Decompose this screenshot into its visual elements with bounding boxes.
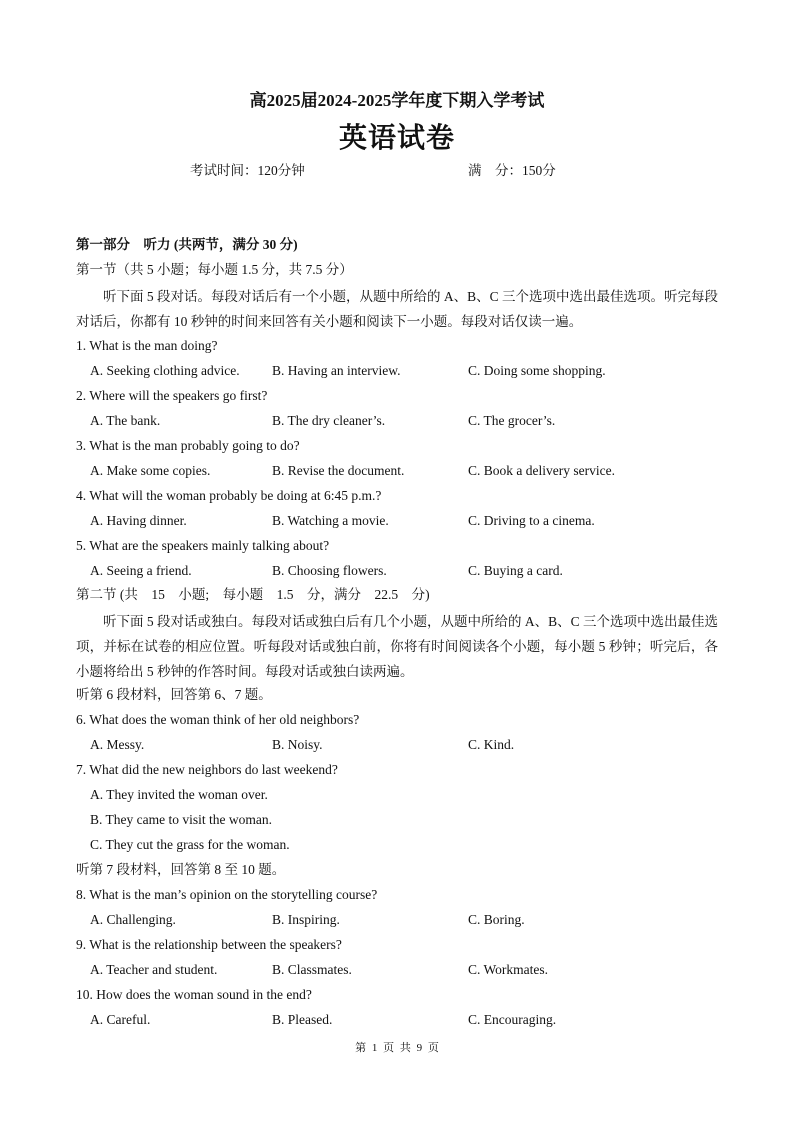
question-5-option-c: C. Buying a card. bbox=[468, 563, 563, 578]
question-6-option-b: B. Noisy. bbox=[272, 737, 323, 752]
question-7-option-c: C. They cut the grass for the woman. bbox=[90, 837, 290, 852]
question-8: 8. What is the man’s opinion on the storytelling course? bbox=[76, 887, 378, 902]
question-4-option-b: B. Watching a movie. bbox=[272, 513, 389, 528]
section2-heading: 第二节 (共 15 小题; 每小题 1.5 分，满分 22.5 分) bbox=[76, 587, 430, 602]
question-9-option-c: C. Workmates. bbox=[468, 962, 549, 977]
section1-instructions: 听下面 5 段对话。每段对话后有一个小题，从题中所给的 A、B、C 三个选项中选出最佳选项。听完每段对话后，你都有 10 秒钟的时间来回答有关小题和阅读下一小题。每段对话仅读一遍。 bbox=[76, 289, 719, 329]
question-2-option-b: B. The dry cleaner’s. bbox=[272, 413, 386, 428]
question-6-option-a: A. Messy. bbox=[90, 737, 145, 752]
question-3-option-a: A. Make some copies. bbox=[90, 463, 211, 478]
material-7-instruction: 听第 7 段材料，回答第 8 至 10 题。 bbox=[76, 862, 286, 877]
question-2: 2. Where will the speakers go first? bbox=[76, 388, 268, 403]
subject-title: 英语试卷 bbox=[338, 123, 455, 154]
part1-heading: 第一部分 听力 (共两节，满分 30 分) bbox=[76, 237, 298, 252]
question-1-option-a: A. Seeking clothing advice. bbox=[90, 363, 240, 378]
question-8-option-c: C. Boring. bbox=[468, 912, 525, 927]
question-4-option-a: A. Having dinner. bbox=[90, 513, 187, 528]
question-1: 1. What is the man doing? bbox=[76, 338, 218, 353]
question-5-option-b: B. Choosing flowers. bbox=[272, 563, 387, 578]
question-10-option-b: B. Pleased. bbox=[272, 1012, 333, 1027]
question-9: 9. What is the relationship between the speakers? bbox=[76, 937, 342, 952]
question-2-option-c: C. The grocer’s. bbox=[468, 413, 556, 428]
question-5-option-a: A. Seeing a friend. bbox=[90, 563, 192, 578]
question-8-option-a: A. Challenging. bbox=[90, 912, 176, 927]
question-10-option-a: A. Careful. bbox=[90, 1012, 151, 1027]
question-1-option-c: C. Doing some shopping. bbox=[468, 363, 606, 378]
question-6-option-c: C. Kind. bbox=[468, 737, 515, 752]
question-10-option-c: C. Encouraging. bbox=[468, 1012, 557, 1027]
section1-heading: 第一节（共 5 小题；每小题 1.5 分，共 7.5 分） bbox=[76, 262, 353, 277]
question-4-option-c: C. Driving to a cinema. bbox=[468, 513, 595, 528]
question-3: 3. What is the man probably going to do? bbox=[76, 438, 300, 453]
material-6-instruction: 听第 6 段材料，回答第 6、7 题。 bbox=[76, 687, 272, 702]
question-1-option-b: B. Having an interview. bbox=[272, 363, 401, 378]
question-4: 4. What will the woman probably be doing at 6:45 p.m.? bbox=[76, 488, 382, 503]
question-10: 10. How does the woman sound in the end? bbox=[76, 987, 312, 1002]
question-5: 5. What are the speakers mainly talking about? bbox=[76, 538, 330, 553]
question-7: 7. What did the new neighbors do last weekend? bbox=[76, 762, 338, 777]
question-6: 6. What does the woman think of her old neighbors? bbox=[76, 712, 360, 727]
question-9-option-a: A. Teacher and student. bbox=[90, 962, 218, 977]
full-score: 满 分：150分 bbox=[468, 163, 556, 178]
question-8-option-b: B. Inspiring. bbox=[272, 912, 340, 927]
section2-instructions: 听下面 5 段对话或独白。每段对话或独白后有几个小题，从题中所给的 A、B、C 三个选项中选出最佳选项，并标在试卷的相应位置。听每段对话或独白前，你将有时间阅读各个小题，每小题 5 秒钟；听完后，各小题将给出 5 秒钟的作答时间。每段对话或独白读两遍。 bbox=[76, 614, 719, 679]
question-2-option-a: A. The bank. bbox=[90, 413, 161, 428]
question-9-option-b: B. Classmates. bbox=[272, 962, 352, 977]
question-3-option-b: B. Revise the document. bbox=[272, 463, 405, 478]
exam-title: 高2025届2024-2025学年度下期入学考试 bbox=[249, 91, 545, 110]
question-7-option-b: B. They came to visit the woman. bbox=[90, 812, 272, 827]
question-7-option-a: A. They invited the woman over. bbox=[90, 787, 268, 802]
page-number: 第 1 页 共 9 页 bbox=[355, 1042, 439, 1054]
exam-time: 考试时间：120分钟 bbox=[190, 163, 305, 178]
question-3-option-c: C. Book a delivery service. bbox=[468, 463, 615, 478]
